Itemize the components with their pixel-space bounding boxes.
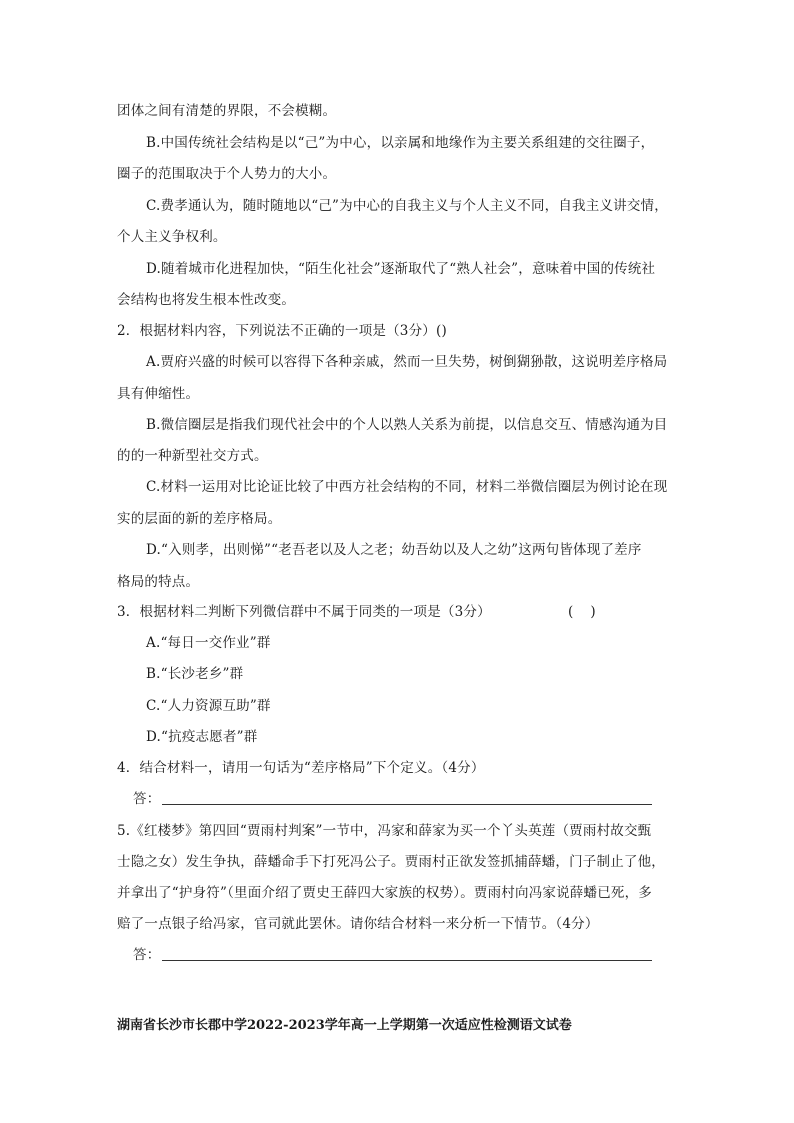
q5-answer-blank[interactable] [162, 960, 652, 961]
text-line: 并拿出了“护身符”（里面介绍了贾史王薛四大家族的权势）。贾雨村向冯家说薛蟠已死，多 [117, 885, 653, 901]
text-line: 团体之间有清楚的界限，不会模糊。 [117, 103, 337, 119]
q5-answer-label: 答： [133, 947, 161, 963]
text-line: 赔了一点银子给冯家，官司就此罢休。请你结合材料一来分析一下情节。（4分） [117, 916, 599, 932]
q2-option-c: C.材料一运用对比论证比较了中西方社会结构的不同，材料二举微信圈层为例讨论在现 [146, 479, 668, 495]
q4-answer-blank[interactable] [162, 804, 652, 805]
text-line: 具有伸缩性。 [117, 386, 200, 402]
text-line: 实的层面的新的差序格局。 [117, 511, 282, 527]
question-3: 3．根据材料二判断下列微信群中不属于同类的一项是（3分） [117, 604, 491, 620]
question-4: 4．结合材料一，请用一句话为“差序格局”下个定义。（4分） [117, 760, 485, 776]
q3-option-d: D.“抗疫志愿者”群 [146, 729, 258, 745]
text-line: 个人主义争权利。 [117, 229, 227, 245]
question-5: 5.《红楼梦》第四回“贾雨村判案”一节中，冯家和薛家为买一个丫头英莲（贾雨村故交甄 [117, 823, 652, 839]
text-line: 会结构也将发生根本性改变。 [117, 292, 296, 308]
q3-option-b: B.“长沙老乡”群 [146, 666, 244, 682]
q2-option-a: A.贾府兴盛的时候可以容得下各种亲戚，然而一旦失势，树倒猢狲散，这说明差序格局 [146, 354, 668, 370]
q2-option-b: B.微信圈层是指我们现代社会中的个人以熟人关系为前提，以信息交互、情感沟通为目 [146, 417, 668, 433]
document-footer: 湖南省长沙市长郡中学2022-2023学年高一上学期第一次适应性检测语文试卷 [117, 1018, 572, 1033]
option-c-line: C.费孝通认为，随时随地以“己”为中心的自我主义与个人主义不同，自我主义讲交情， [146, 198, 668, 214]
text-line: 的的一种新型社交方式。 [117, 448, 268, 464]
text-line: 格局的特点。 [117, 574, 200, 590]
text-line: 圈子的范围取决于个人势力的大小。 [117, 166, 337, 182]
question-2: 2．根据材料内容，下列说法不正确的一项是（3分）() [117, 323, 447, 339]
option-b-line: B.中国传统社会结构是以“己”为中心，以亲属和地缘作为主要关系组建的交往圈子， [146, 135, 655, 151]
q3-answer-paren: ( ) [568, 604, 596, 620]
q3-option-c: C.“人力资源互助”群 [146, 698, 271, 714]
option-d-line: D.随着城市化进程加快，“陌生化社会”逐渐取代了“熟人社会”，意味着中国的传统社 [146, 261, 656, 277]
q2-option-d: D.“入则孝，出则悌”“老吾老以及人之老；幼吾幼以及人之幼”这两句皆体现了差序 [146, 542, 642, 558]
q4-answer-label: 答： [133, 791, 161, 807]
text-line: 士隐之女）发生争执，薛蟠命手下打死冯公子。贾雨村正欲发签抓捕薛蟠，门子制止了他， [117, 854, 665, 870]
q3-option-a: A.“每日一交作业”群 [146, 635, 271, 651]
